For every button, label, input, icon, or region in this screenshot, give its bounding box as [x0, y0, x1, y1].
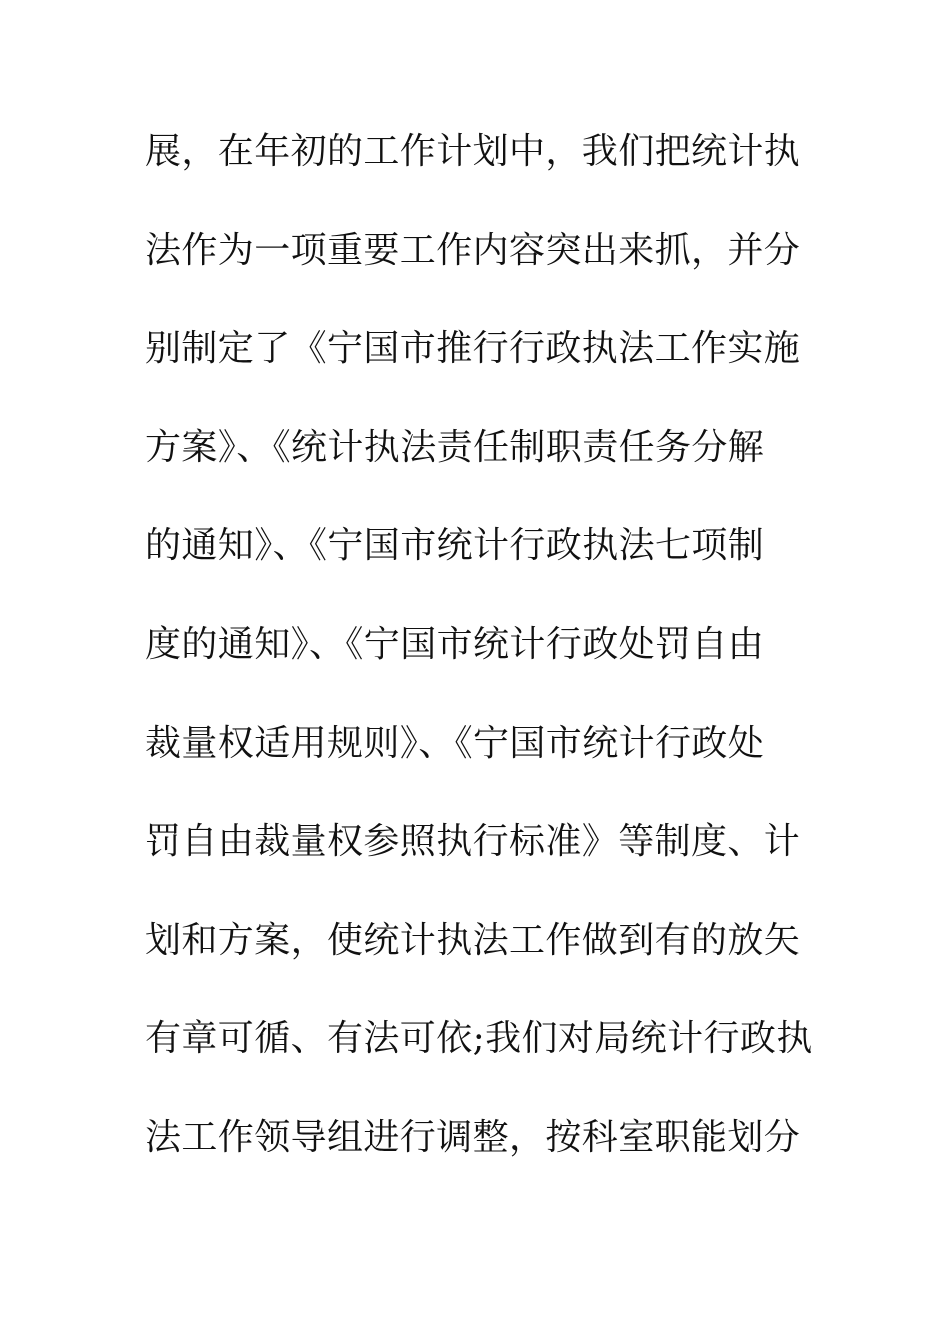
body-text	[145, 124, 813, 1209]
text-line: 罚自由裁量权参照执行标准》等制度、计	[145, 821, 801, 863]
text-line: 法作为一项重要工作内容突出来抓，并分	[145, 229, 801, 271]
text-line: 划和方案，使统计执法工作做到有的放矢	[145, 919, 801, 961]
text-line: 有章可循、有法可依;我们对局统计行政执	[145, 1018, 813, 1060]
text-line: 裁量权适用规则》、《宁国市统计行政处	[145, 722, 765, 764]
text-line: 方案》、《统计执法责任制职责任务分解	[145, 426, 765, 468]
text-line: 的通知》、《宁国市统计行政执法七项制	[145, 525, 765, 567]
text-line: 度的通知》、《宁国市统计行政处罚自由	[145, 623, 765, 665]
text-line: 法工作领导组进行调整，按科室职能划分	[145, 1116, 801, 1158]
text-line: 别制定了《宁国市推行行政执法工作实施	[145, 328, 801, 370]
text-line: 展，在年初的工作计划中，我们把统计执	[145, 131, 801, 172]
